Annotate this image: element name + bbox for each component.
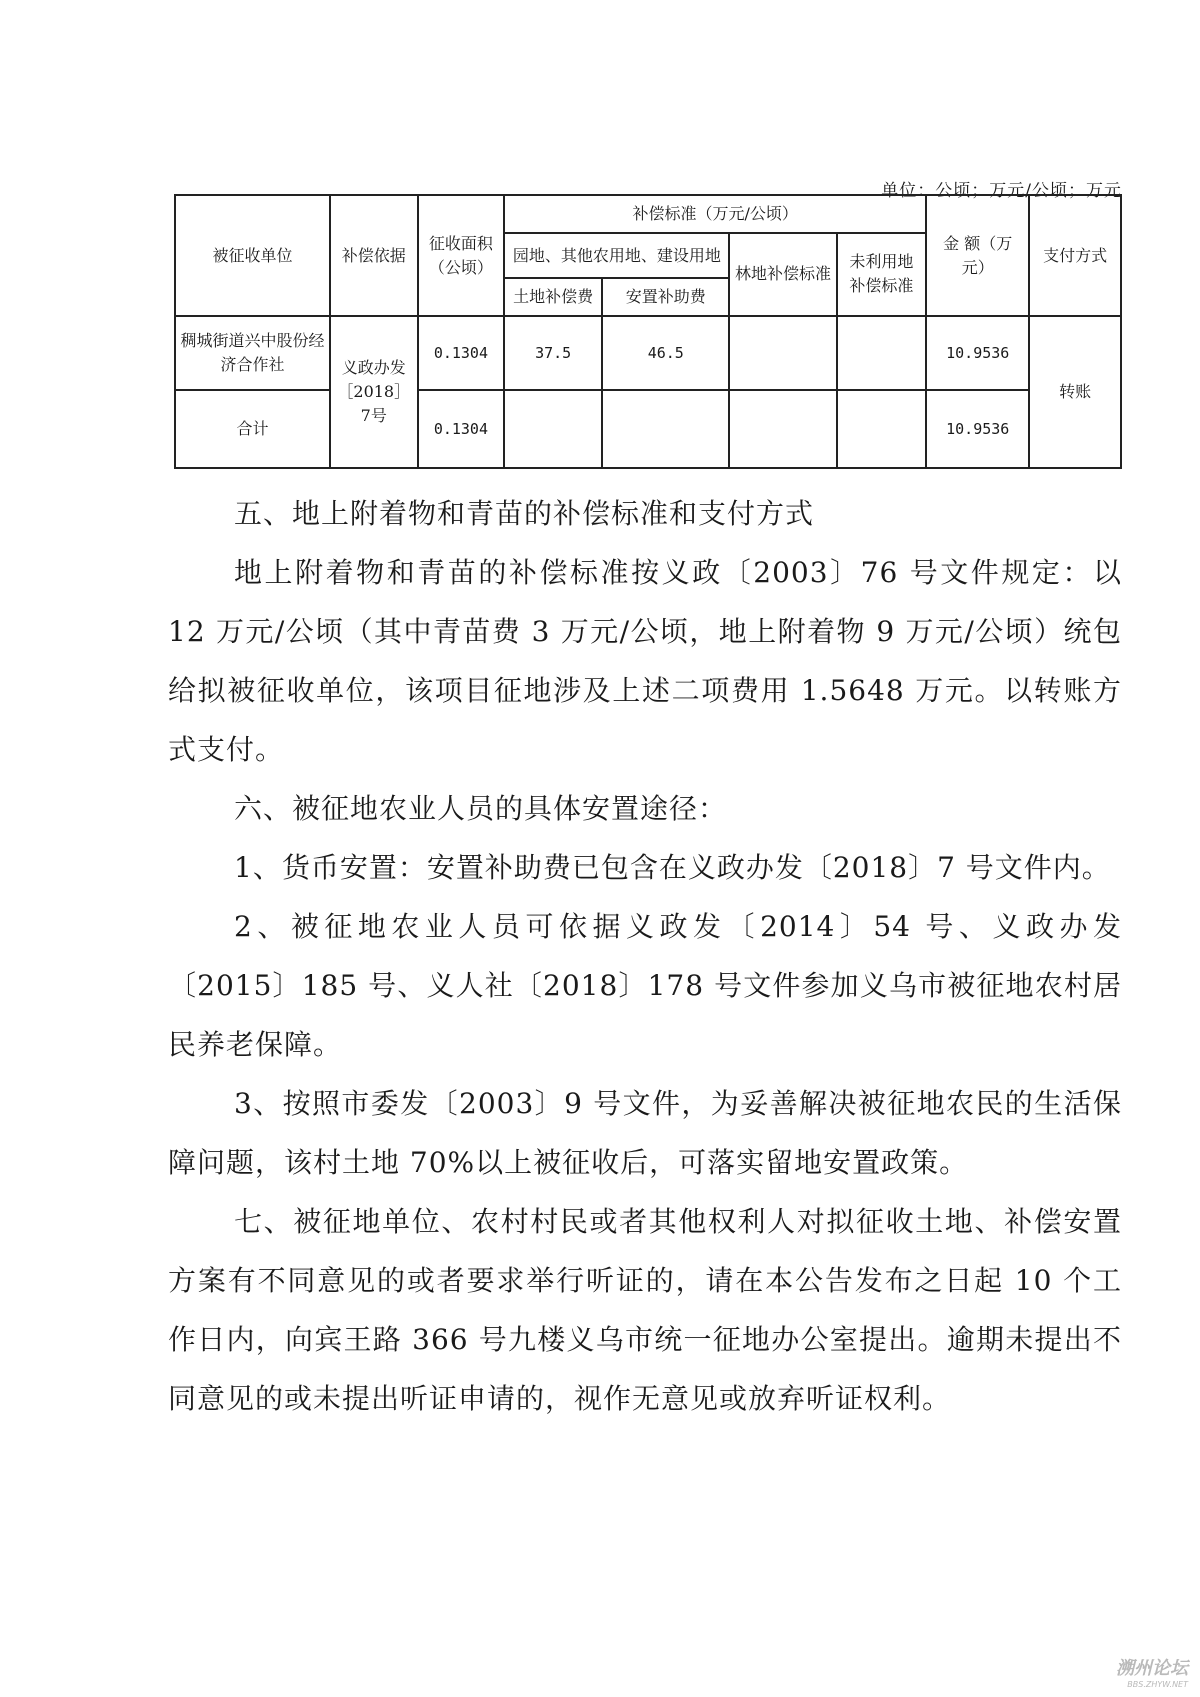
cell-forest bbox=[729, 316, 836, 390]
section-6-item-2: 2、被征地农业人员可依据义政发〔2014〕54 号、义政办发〔2015〕185 号、义人社〔2018〕178 号文件参加义乌市被征地农村居民养老保障。 bbox=[168, 910, 1122, 1061]
unit-line: 单位：公顷；万元/公顷；万元 bbox=[881, 181, 1122, 201]
cell-basis: 义政办发［2018］7号 bbox=[330, 316, 418, 468]
table-row bbox=[175, 316, 1121, 390]
cell-empty bbox=[837, 390, 927, 468]
watermark bbox=[1116, 1654, 1188, 1689]
cell-payment: 转账 bbox=[1029, 316, 1121, 468]
cell-empty bbox=[504, 390, 602, 468]
cell-land-fee: 37.5 bbox=[504, 316, 602, 390]
cell-total-amount: 10.9536 bbox=[926, 390, 1029, 468]
header-resettle-fee: 安置补助费 bbox=[602, 278, 729, 316]
section-5-body: 地上附着物和青苗的补偿标准按义政〔2003〕76 号文件规定：以 12 万元/公顷（其中青苗费 3 万元/公顷，地上附着物 9 万元/公顷）统包给拟被征收单位，该项目征地涉及上述二项费用 1.5648 万元。以转账方式支付。 bbox=[168, 556, 1122, 766]
cell-amount: 10.9536 bbox=[926, 316, 1029, 390]
body-text bbox=[168, 484, 1122, 1428]
header-amount: 金 额（万元） bbox=[926, 195, 1029, 316]
cell-resettle-fee: 46.5 bbox=[602, 316, 729, 390]
section-7: 七、被征地单位、农村村民或者其他权利人对拟征收土地、补偿安置方案有不同意见的或者要求举行听证的，请在本公告发布之日起 10 个工作日内，向宾王路 366 号九楼义乌市统一征地办公室提出。逾期未提出不同意见的或未提出听证申请的，视作无意见或放弃听证权利。 bbox=[168, 1205, 1122, 1415]
cell-unit: 稠城街道兴中股份经济合作社 bbox=[175, 316, 330, 390]
header-basis: 补偿依据 bbox=[330, 195, 418, 316]
watermark-url: BBS.ZHYW.NET bbox=[1127, 1680, 1188, 1689]
section-6-item-1: 1、货币安置：安置补助费已包含在义政办发〔2018〕7 号文件内。 bbox=[234, 851, 1111, 884]
header-garden-land: 园地、其他农用地、建设用地 bbox=[504, 233, 729, 279]
cell-empty bbox=[602, 390, 729, 468]
cell-unused bbox=[837, 316, 927, 390]
section-5-title: 五、地上附着物和青苗的补偿标准和支付方式 bbox=[234, 497, 815, 530]
header-unused: 未利用地补偿标准 bbox=[837, 233, 927, 316]
cell-area: 0.1304 bbox=[418, 316, 505, 390]
cell-total-area: 0.1304 bbox=[418, 390, 505, 468]
header-standard: 补偿标准（万元/公顷） bbox=[504, 195, 926, 233]
table-row-total bbox=[175, 390, 1121, 468]
header-unit: 被征收单位 bbox=[175, 195, 330, 316]
header-payment: 支付方式 bbox=[1029, 195, 1121, 316]
compensation-table bbox=[174, 194, 1122, 469]
cell-empty bbox=[729, 390, 836, 468]
header-area: 征收面积（公顷） bbox=[418, 195, 505, 316]
cell-total-label: 合计 bbox=[175, 390, 330, 468]
section-6-item-3: 3、按照市委发〔2003〕9 号文件，为妥善解决被征地农民的生活保障问题，该村土地 70%以上被征收后，可落实留地安置政策。 bbox=[168, 1087, 1122, 1179]
header-forest: 林地补偿标准 bbox=[729, 233, 836, 316]
header-land-fee: 土地补偿费 bbox=[504, 278, 602, 316]
section-6-title: 六、被征地农业人员的具体安置途径： bbox=[234, 792, 728, 825]
watermark-name: 溯州论坛 bbox=[1116, 1658, 1188, 1679]
